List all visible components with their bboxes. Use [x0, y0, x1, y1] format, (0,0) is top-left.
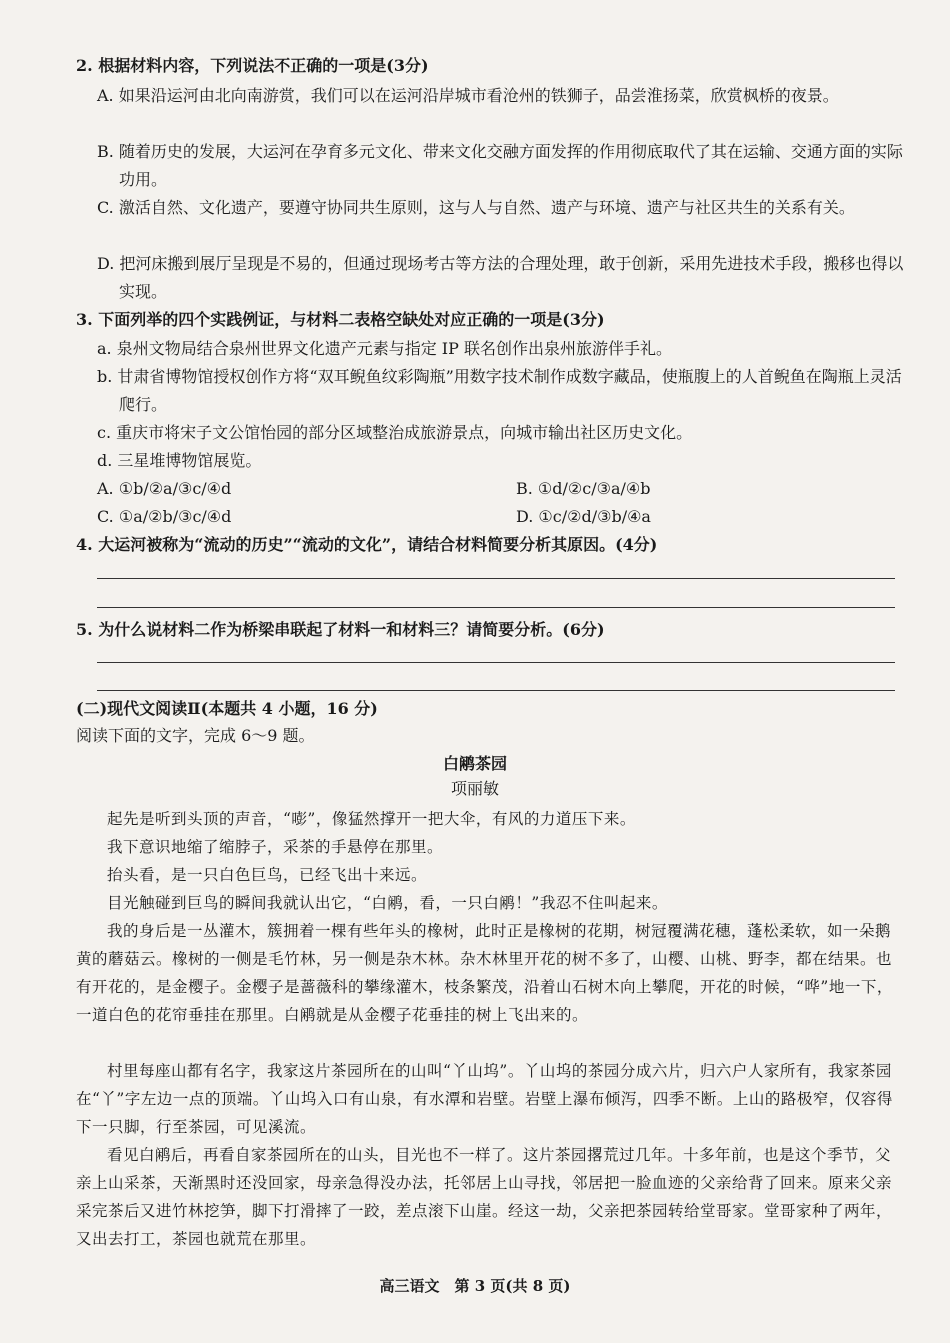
question-2-option-b: B. 随着历史的发展，大运河在孕育多元文化、带来文化交融方面发挥的作用彻底取代了其在运输、交通方面的实际功用。 [97, 142, 903, 189]
passage-paragraph-2: 我下意识地缩了缩脖子，采茶的手悬停在那里。 [107, 838, 444, 856]
passage-title: 白鹇茶园 [442, 754, 507, 773]
answer-line [97, 607, 895, 608]
passage-paragraph-1: 起先是听到头顶的声音，“嘭”，像猛然撑开一把大伞，有风的力道压下来。 [107, 810, 636, 828]
question-2-stem: 2. 根据材料内容，下列说法不正确的一项是(3分) [76, 56, 429, 75]
page-footer: 高三语文 第 3 页(共 8 页) [379, 1277, 571, 1295]
question-3-example-d: d. 三星堆博物馆展览。 [97, 451, 262, 470]
passage-paragraph-5: 我的身后是一丛灌木，簇拥着一棵有些年头的橡树，此时正是橡树的花期，树冠覆满花穗，蓬松柔软，如一朵鹅黄的蘑菇云。橡树的一侧是毛竹林，另一侧是杂木林。杂木林里开花的树不多了，山樱、山桃、野李，都在结果。也有开花的，是金樱子。金樱子是蔷薇科的攀缘灌木，枝条繁茂，沿着山石树木向上攀爬，开花的时候，“哗”地一下，一道白色的花帘垂挂在那里。白鹇就是从金樱子花垂挂的树上飞出来的。 [76, 922, 893, 1024]
section-heading: (二)现代文阅读Ⅱ(本题共 4 小题，16 分) [76, 699, 378, 718]
answer-line [97, 662, 895, 663]
passage-paragraph-7: 看见白鹇后，再看自家茶园所在的山头，目光也不一样了。这片茶园撂荒过几年。十多年前，也是这个季节，父亲上山采茶，天渐黑时还没回家，母亲急得没办法，托邻居上山寻找，邻居把一脸血迹的父亲给背了回来。原来父亲采完茶后又进竹林挖笋，脚下打滑摔了一跤，差点滚下山崖。经这一劫，父亲把茶园转给堂哥家。堂哥家种了两年，又出去打工，茶园也就荒在那里。 [76, 1146, 893, 1248]
question-3-stem: 3. 下面列举的四个实践例证，与材料二表格空缺处对应正确的一项是(3分) [76, 310, 605, 329]
answer-line [97, 578, 895, 579]
passage-author: 项丽敏 [450, 779, 499, 798]
question-3-choice-a: A. ①b/②a/③c/④d [97, 479, 232, 498]
question-3-choice-c: C. ①a/②b/③c/④d [97, 507, 232, 526]
section-instruction: 阅读下面的文字，完成 6～9 题。 [76, 726, 315, 745]
question-3-choice-b: B. ①d/②c/③a/④b [516, 479, 651, 498]
passage-paragraph-6: 村里每座山都有名字，我家这片茶园所在的山叫“丫山坞”。丫山坞的茶园分成六片，归六户人家所有，我家茶园在“丫”字左边一点的顶端。丫山坞入口有山泉，有水潭和岩壁。岩壁上瀑布倾泻，四季不断。上山的路极窄，仅容得下一只脚，行至茶园，可见溪流。 [76, 1062, 893, 1136]
question-5-stem: 5. 为什么说材料二作为桥梁串联起了材料一和材料三？请简要分析。(6分) [76, 620, 605, 639]
question-3-choice-d: D. ①c/②d/③b/④a [516, 507, 651, 526]
answer-line [97, 690, 895, 691]
passage-paragraph-4: 目光触碰到巨鸟的瞬间我就认出它，“白鹇，看，一只白鹇！”我忍不住叫起来。 [107, 894, 668, 912]
question-3-example-c: c. 重庆市将宋子文公馆怡园的部分区域整治成旅游景点，向城市输出社区历史文化。 [97, 423, 693, 442]
question-4-stem: 4. 大运河被称为“流动的历史”“流动的文化”，请结合材料简要分析其原因。(4分) [76, 535, 658, 554]
question-3-example-b: b. 甘肃省博物馆授权创作方将“双耳鲵鱼纹彩陶瓶”用数字技术制作成数字藏品，使瓶腹上的人首鲵鱼在陶瓶上灵活爬行。 [97, 367, 902, 414]
question-2-option-d: D. 把河床搬到展厅呈现是不易的，但通过现场考古等方法的合理处理，敢于创新，采用先进技术手段，搬移也得以实现。 [97, 254, 904, 301]
passage-paragraph-3: 抬头看，是一只白色巨鸟，已经飞出十来远。 [107, 866, 428, 884]
question-2-option-c: C. 激活自然、文化遗产，要遵守协同共生原则，这与人与自然、遗产与环境、遗产与社区共生的关系有关。 [97, 198, 855, 217]
question-2-option-a: A. 如果沿运河由北向南游赏，我们可以在运河沿岸城市看沧州的铁狮子，品尝淮扬菜，欣赏枫桥的夜景。 [97, 86, 839, 105]
question-3-example-a: a. 泉州文物局结合泉州世界文化遗产元素与指定 IP 联名创作出泉州旅游伴手礼。 [97, 339, 672, 358]
